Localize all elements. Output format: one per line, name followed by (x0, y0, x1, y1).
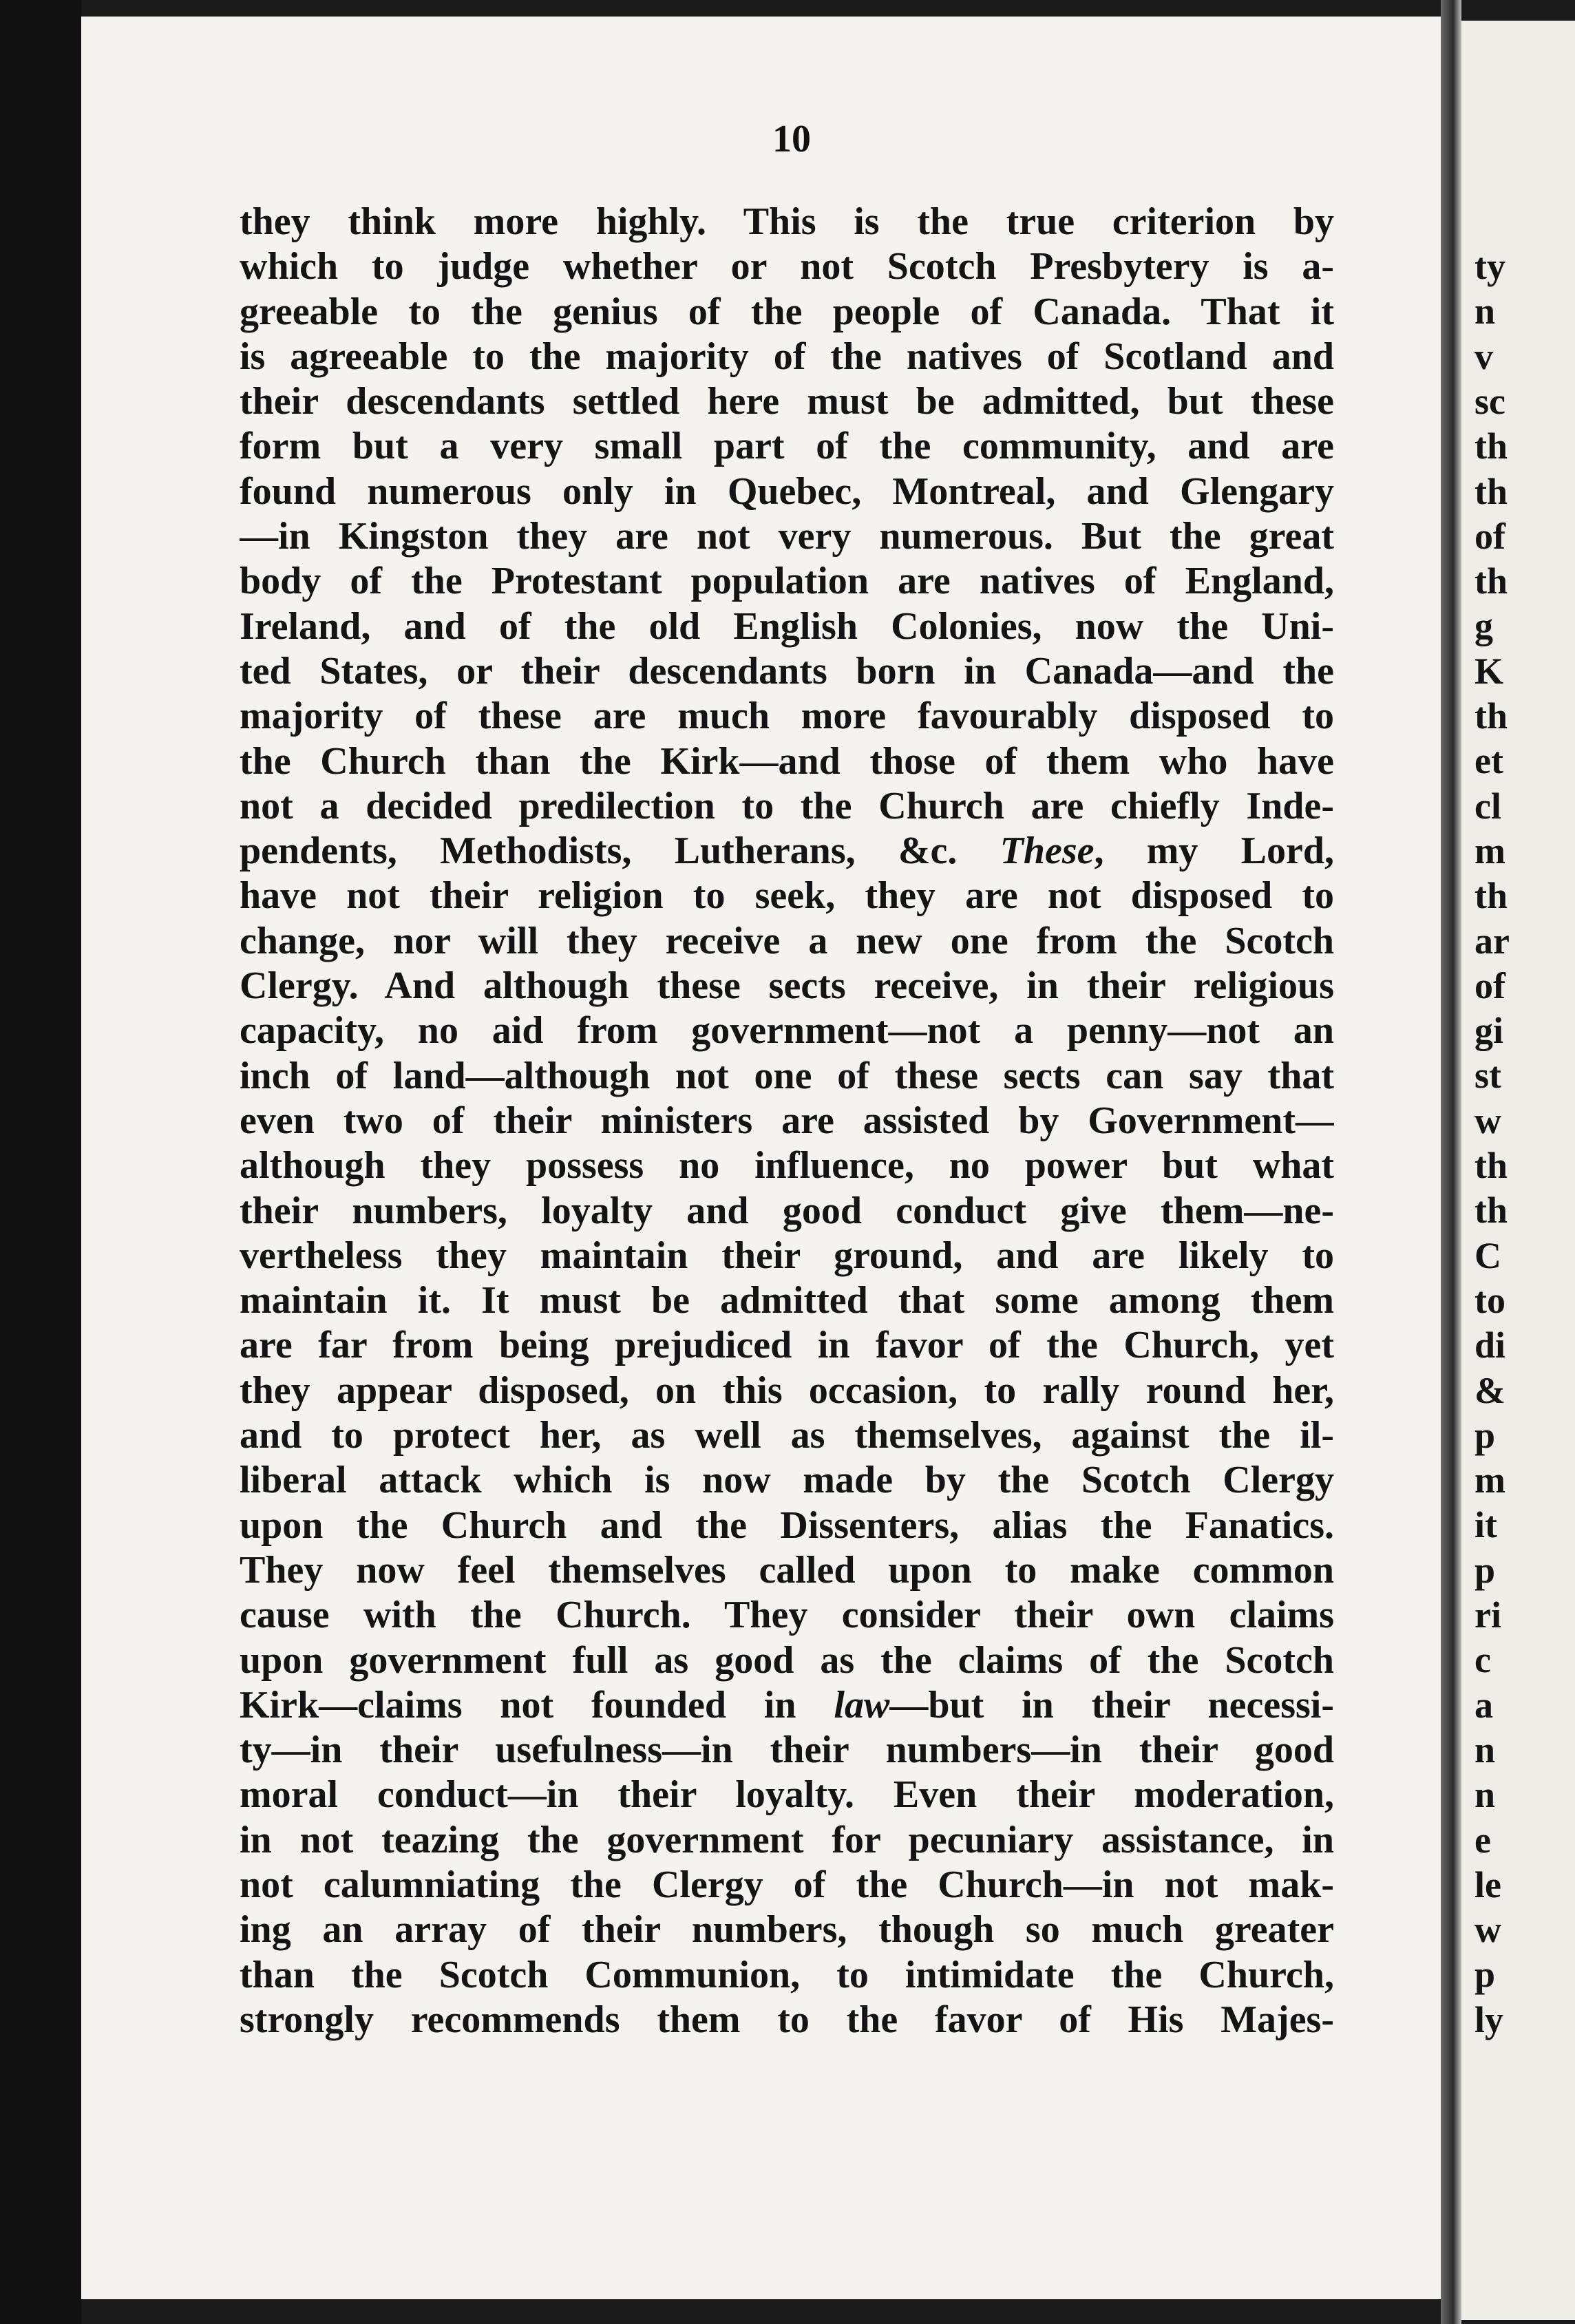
adjacent-page-fragment: th (1474, 1190, 1508, 1232)
adjacent-page-fragment: th (1474, 875, 1508, 917)
text-line: upon government full as good as the claims of the Scotch (240, 1638, 1334, 1682)
text-line: than the Scotch Communion, to intimidate the Church, (240, 1953, 1334, 1996)
text-line: form but a very small part of the community, and are (240, 425, 1334, 468)
adjacent-page-fragment: of (1474, 515, 1505, 557)
adjacent-page-fragment: ty (1474, 246, 1505, 287)
text-line: —in Kingston they are not very numerous. But the great (240, 515, 1334, 558)
text-line: they think more highly. This is the true criterion by (240, 200, 1334, 243)
adjacent-page-fragment: m (1474, 1459, 1505, 1501)
text-line: their descendants settled here must be admitted, but these (240, 380, 1334, 423)
text-line: ted States, or their descendants born in Canada—and the (240, 649, 1334, 693)
adjacent-page-fragment: et (1474, 740, 1503, 782)
adjacent-page-fragment: sc (1474, 380, 1505, 422)
adjacent-page-fragment: n (1474, 290, 1496, 332)
text-line: body of the Protestant population are natives of England, (240, 560, 1334, 603)
text-line: Kirk—claims not founded in law—but in their necessi- (240, 1683, 1334, 1726)
text-line: inch of land—although not one of these sects can say that (240, 1054, 1334, 1097)
adjacent-page-fragment: c (1474, 1639, 1491, 1681)
page-number: 10 (772, 118, 811, 160)
adjacent-page-fragment: p (1474, 1549, 1496, 1591)
scan-left-edge (0, 0, 81, 2324)
text-line: their numbers, loyalty and good conduct give them—ne- (240, 1189, 1334, 1232)
adjacent-page-fragment: v (1474, 335, 1493, 377)
text-line: majority of these are much more favourably disposed to (240, 695, 1334, 738)
text-line: vertheless they maintain their ground, and are likely to (240, 1234, 1334, 1277)
adjacent-page-fragment: m (1474, 830, 1505, 872)
adjacent-page-fragment: th (1474, 1145, 1508, 1186)
text-line: maintain it. It must be admitted that some among them (240, 1279, 1334, 1322)
adjacent-page-fragment: ri (1474, 1594, 1501, 1636)
text-line: not calumniating the Clergy of the Church—in not mak- (240, 1863, 1334, 1906)
text-line: Ireland, and of the old English Colonies, now the Uni- (240, 604, 1334, 648)
adjacent-page-fragment: w (1474, 1099, 1501, 1141)
adjacent-page-fragment: to (1474, 1279, 1505, 1321)
adjacent-page-fragment: of (1474, 964, 1505, 1006)
adjacent-page-fragment: it (1474, 1504, 1497, 1546)
text-line: moral conduct—in their loyalty. Even their moderation, (240, 1773, 1334, 1817)
adjacent-page-fragment: & (1474, 1369, 1505, 1411)
adjacent-page-fragment: K (1474, 650, 1504, 692)
text-line: which to judge whether or not Scotch Presbytery is a- (240, 245, 1334, 288)
adjacent-page-fragment: g (1474, 605, 1493, 647)
text-line: pendents, Methodists, Lutherans, &c. These, my Lord, (240, 830, 1334, 873)
adjacent-page-fragment: di (1474, 1324, 1506, 1366)
text-line: is agreeable to the majority of the natives of Scotland and (240, 335, 1334, 378)
text-line: cause with the Church. They consider their own claims (240, 1594, 1334, 1637)
text-line: Clergy. And although these sects receive, in their religious (240, 964, 1334, 1008)
adjacent-page-fragment: le (1474, 1863, 1501, 1905)
adjacent-page-fragment: th (1474, 560, 1508, 602)
adjacent-page-fragment: w (1474, 1909, 1501, 1951)
adjacent-page-fragment: a (1474, 1684, 1493, 1726)
adjacent-page-fragment: th (1474, 425, 1508, 467)
adjacent-page-fragment: p (1474, 1414, 1496, 1456)
text-line: even two of their ministers are assisted by Government— (240, 1099, 1334, 1142)
adjacent-page-fragment: n (1474, 1729, 1496, 1771)
text-line: found numerous only in Quebec, Montreal, and Glengary (240, 469, 1334, 513)
text-line: not a decided predilection to the Church are chiefly Inde- (240, 784, 1334, 827)
text-line: in not teazing the government for pecuniary assistance, in (240, 1818, 1334, 1861)
adjacent-page-fragment: gi (1474, 1010, 1504, 1052)
text-line: ty—in their usefulness—in their numbers—in their good (240, 1729, 1334, 1772)
text-line: greeable to the genius of the people of Canada. That it (240, 290, 1334, 333)
text-line: have not their religion to seek, they are not disposed to (240, 874, 1334, 918)
book-gutter (1441, 0, 1461, 2324)
text-line: the Church than the Kirk—and those of them who have (240, 739, 1334, 783)
adjacent-page-fragment: n (1474, 1774, 1496, 1816)
text-line: and to protect her, as well as themselves, against the il- (240, 1414, 1334, 1457)
adjacent-page-fragment: ly (1474, 1998, 1504, 2040)
adjacent-page-fragment: p (1474, 1954, 1496, 1996)
text-line: they appear disposed, on this occasion, to rally round her, (240, 1369, 1334, 1412)
adjacent-page-fragment: e (1474, 1819, 1491, 1861)
adjacent-page-fragment: st (1474, 1055, 1501, 1097)
adjacent-page-fragment: cl (1474, 785, 1501, 827)
text-line: They now feel themselves called upon to make common (240, 1548, 1334, 1592)
text-line: ing an array of their numbers, though so much greater (240, 1908, 1334, 1952)
text-line: strongly recommends them to the favor of His Majes- (240, 1998, 1334, 2041)
text-line: although they possess no influence, no power but what (240, 1144, 1334, 1187)
text-line: are far from being prejudiced in favor of the Church, yet (240, 1324, 1334, 1367)
adjacent-page-fragment: th (1474, 695, 1508, 737)
text-line: change, nor will they receive a new one from the Scotch (240, 919, 1334, 962)
adjacent-page-fragment: C (1474, 1234, 1501, 1276)
body-text (240, 200, 1334, 2042)
adjacent-page-fragment: ar (1474, 920, 1510, 962)
text-line: upon the Church and the Dissenters, alias the Fanatics. (240, 1503, 1334, 1547)
text-line: liberal attack which is now made by the Scotch Clergy (240, 1459, 1334, 1502)
text-line: capacity, no aid from government—not a penny—not an (240, 1009, 1334, 1053)
adjacent-page-fragment: th (1474, 470, 1508, 512)
